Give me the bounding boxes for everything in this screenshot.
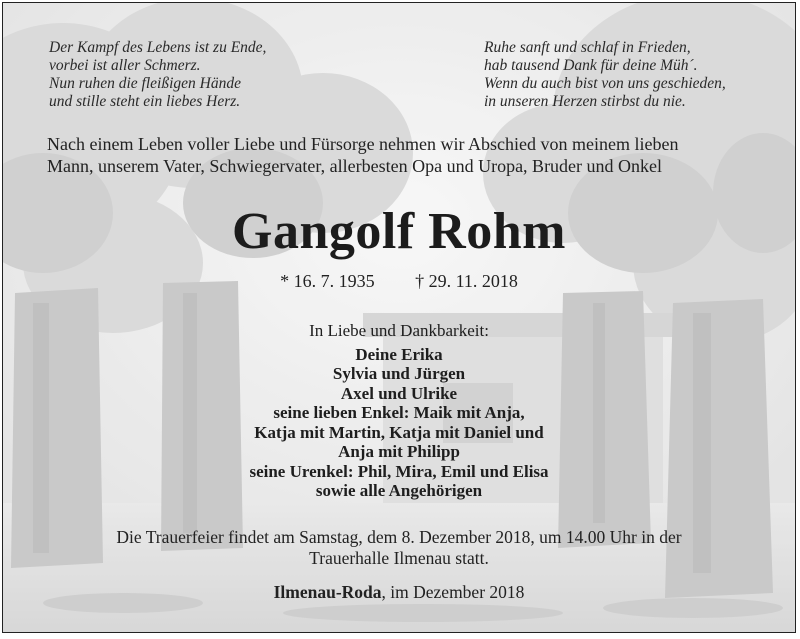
mourner-line: Axel und Ulrike	[340, 383, 458, 403]
intro-line: Mann, unserem Vater, Schwiegervater, allerbesten Opa und Uropa, Bruder und Onkel	[47, 156, 663, 176]
mourner-line: seine lieben Enkel: Maik mit Anja,	[273, 403, 525, 422]
poem-line: hab tausend Dank für deine Müh´.	[484, 57, 698, 74]
poem-line: und stille steht ein liebes Herz.	[49, 93, 241, 110]
funeral-info	[3, 527, 795, 569]
mourner-line: sowie alle Angehörigen	[315, 481, 483, 500]
mourners-intro: In Liebe und Dankbarkeit:	[309, 321, 489, 340]
poem-line: in unseren Herzen stirbst du nie.	[484, 93, 686, 110]
intro-text	[47, 133, 759, 177]
mourner-line: Deine Erika	[355, 344, 443, 364]
poem-line: Der Kampf des Lebens ist zu Ende,	[49, 39, 267, 56]
obituary-notice	[2, 2, 796, 633]
mourner-line: seine Urenkel: Phil, Mira, Emil und Elisa	[249, 461, 549, 481]
birth-date: * 16. 7. 1935	[280, 271, 375, 291]
funeral-line: Die Trauerfeier findet am Samstag, dem 8. Dezember 2018, um 14.00 Uhr in der	[116, 527, 682, 547]
poem-line: Nun ruhen die fleißigen Hände	[49, 75, 241, 92]
poem-right	[484, 39, 726, 111]
mourner-line: Sylvia und Jürgen	[332, 364, 466, 383]
mourner-line: Katja mit Martin, Katja mit Daniel und	[254, 422, 544, 442]
death-date: † 29. 11. 2018	[415, 271, 518, 291]
mourners-list	[3, 321, 795, 501]
closing-place: Ilmenau-Roda	[273, 582, 382, 602]
poem-line: Wenn du auch bist von uns geschieden,	[484, 75, 726, 92]
closing-line	[3, 581, 795, 603]
poem-line: Ruhe sanft und schlaf in Frieden,	[484, 39, 691, 56]
deceased-name: Gangolf Rohm	[232, 203, 566, 260]
funeral-line: Trauerhalle Ilmenau statt.	[309, 548, 489, 568]
poem-left	[49, 39, 266, 111]
closing-date: , im Dezember 2018	[381, 582, 525, 602]
mourner-line: Anja mit Philipp	[338, 442, 460, 461]
intro-line: Nach einem Leben voller Liebe und Fürsorge nehmen wir Abschied von meinem lieben	[47, 134, 679, 154]
poem-line: vorbei ist aller Schmerz.	[49, 57, 201, 74]
life-dates	[3, 270, 795, 292]
